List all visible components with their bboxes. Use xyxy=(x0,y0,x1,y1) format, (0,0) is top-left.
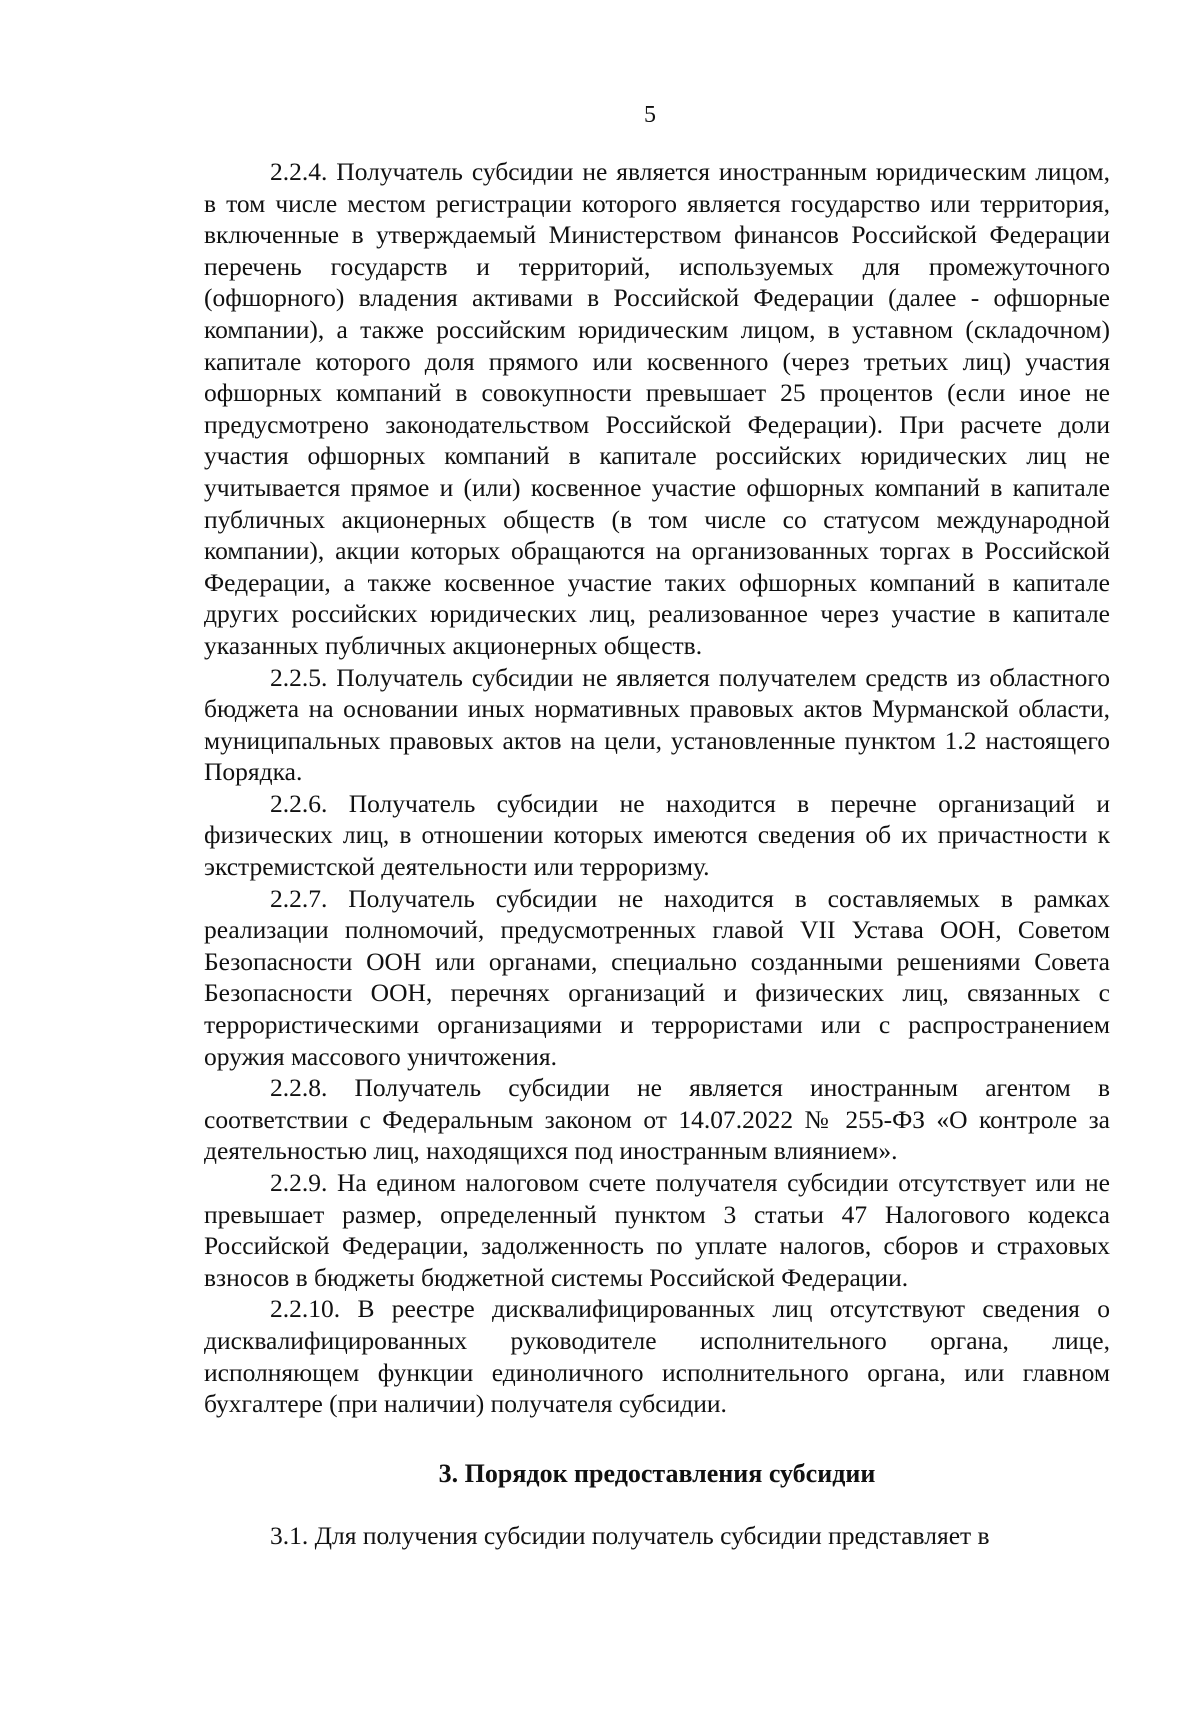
paragraph-2-2-4: 2.2.4. Получатель субсидии не является иностранным юридическим лицом, в том числе местом регистрации которого является государство или территория, включенные в утверждаемый Министерством финансов Российской Федерации перечень государств и территорий, используемых для промежуточного (офшорного) владения активами в Российской Федерации (далее - офшорные компании), а также российским юридическим лицом, в уставном (складочном) капитале которого доля прямого или косвенного (через третьих лиц) участия офшорных компаний в совокупности превышает 25 процентов (если иное не предусмотрено законодательством Российской Федерации). При расчете доли участия офшорных компаний в капитале российских юридических лиц не учитывается прямое и (или) косвенное участие офшорных компаний в капитале публичных акционерных обществ (в том числе со статусом международной компании), акции которых обращаются на организованных торгах в Российской Федерации, а также косвенное участие таких офшорных компаний в капитале других российских юридических лиц, реализованное через участие в капитале указанных публичных акционерных обществ. xyxy=(204,157,1110,660)
paragraph-2-2-7: 2.2.7. Получатель субсидии не находится в составляемых в рамках реализации полномочий, предусмотренных главой VII Устава ООН, Советом Безопасности ООН или органами, специально созданными решениями Совета Безопасности ООН, перечнях организаций и физических лиц, связанных с террористическими организациями и террористами или с распространением оружия массового уничтожения. xyxy=(204,883,1110,1071)
page-number: 5 xyxy=(644,102,656,128)
section-heading: 3. Порядок предоставления субсидии xyxy=(438,1458,876,1488)
paragraph-2-2-8: 2.2.8. Получатель субсидии не является иностранным агентом в соответствии с Федеральным законом от 14.07.2022 № 255-ФЗ «О контроле за деятельностью лиц, находящихся под иностранным влиянием». xyxy=(204,1073,1110,1166)
paragraph-2-2-5: 2.2.5. Получатель субсидии не является получателем средств из областного бюджета на основании иных нормативных правовых актов Мурманской области, муниципальных правовых актов на цели, установленные пунктом 1.2 настоящего Порядка. xyxy=(204,662,1110,787)
paragraph-2-2-9: 2.2.9. На едином налоговом счете получателя субсидии отсутствует или не превышает размер, определенный пунктом 3 статьи 47 Налогового кодекса Российской Федерации, задолженность по уплате налогов, сборов и страховых взносов в бюджеты бюджетной системы Российской Федерации. xyxy=(204,1168,1110,1292)
document-body xyxy=(204,156,1110,1551)
paragraph-2-2-6: 2.2.6. Получатель субсидии не находится в перечне организаций и физических лиц, в отношении которых имеются сведения об их причастности к экстремистской деятельности или терроризму. xyxy=(204,788,1110,882)
paragraph-3-1: 3.1. Для получения субсидии получатель субсидии представляет в xyxy=(270,1520,990,1550)
paragraph-2-2-10: 2.2.10. В реестре дисквалифицированных лиц отсутствуют сведения о дисквалифицированных руководителе исполнительного органа, лице, исполняющем функции единоличного исполнительного органа, или главном бухгалтере (при наличии) получателя субсидии. xyxy=(204,1294,1110,1419)
